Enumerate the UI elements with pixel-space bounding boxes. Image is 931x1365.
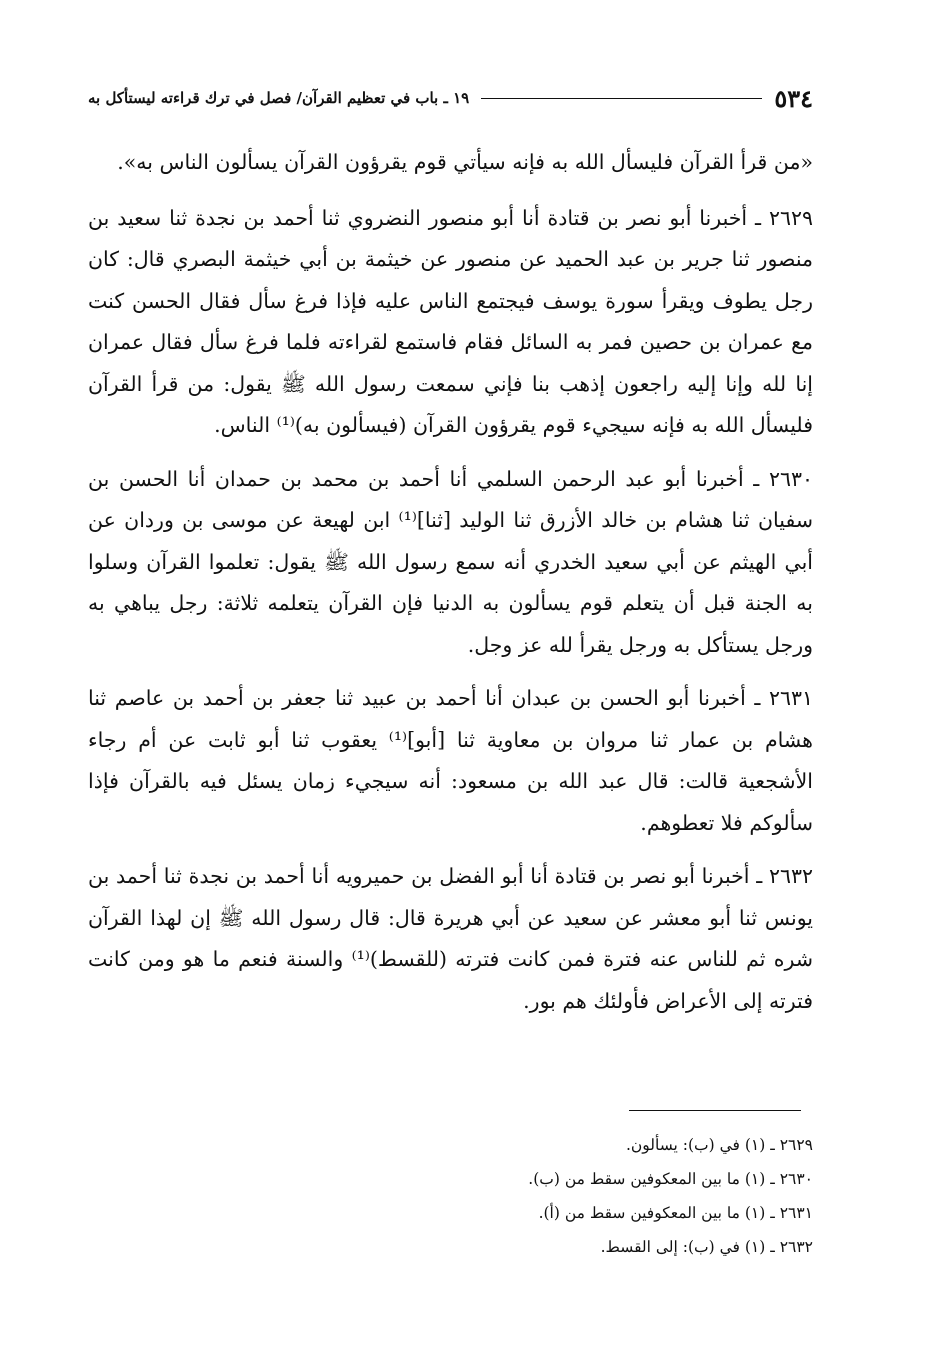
running-title: ١٩ ـ باب في تعظيم القرآن/ فصل في ترك قراءته ليستأكل به (88, 89, 470, 107)
paragraph-continuation: «من قرأ القرآن فليسأل الله به فإنه سيأتي قوم يقرؤون القرآن يسألون الناس به». (117, 150, 813, 174)
footnote-separator (629, 1110, 801, 1111)
main-text (88, 142, 813, 1034)
hadith-2629: ٢٦٢٩ ـ أخبرنا أبو نصر بن قتادة أنا أبو منصور النضروي ثنا أحمد بن نجدة ثنا سعيد بن منصور ثنا جرير بن عبد الحميد عن منصور عن خيثمة بن أبي خيثمة البصري قال: كان رجل يطوف ويقرأ سورة يوسف فيجتمع الناس عليه فإذا فرغ سأل فقال الحسن كنت مع عمران بن حصين فمر به السائل فقام فاستمع لقراءته فلما فرغ سأل فقال عمران إنا لله وإنا إليه راجعون إذهب بنا فإني سمعت رسول الله ﷺ يقول: من قرأ القرآن فليسأل الله به فإنه سيجيء قوم يقرؤون القرآن (فيسألون به)⁽¹⁾ الناس. (88, 205, 813, 437)
footnote-2631: ٢٦٣١ ـ (١) ما بين المعكوفين سقط من (أ). (538, 1204, 813, 1222)
footnotes (373, 1128, 813, 1264)
footnote-2629: ٢٦٢٩ ـ (١) في (ب): يسألون. (625, 1136, 813, 1154)
header-rule (481, 98, 762, 99)
footnote-2630: ٢٦٣٠ ـ (١) ما بين المعكوفين سقط من (ب). (528, 1170, 813, 1188)
page-header (88, 80, 813, 116)
page-number: ٥٣٤ (774, 83, 813, 113)
hadith-2632: ٢٦٣٢ ـ أخبرنا أبو نصر بن قتادة أنا أبو الفضل بن حميرويه أنا أحمد بن نجدة ثنا أحمد بن يونس ثنا أبو معشر عن سعيد عن أبي هريرة قال: قال رسول الله ﷺ إن لهذا القرآن شره ثم للناس عنه فترة فمن كانت فترته (للقسط)⁽¹⁾ والسنة فنعم ما هو ومن كانت فترته إلى الأعراض فأولئك هم بور. (88, 864, 813, 1013)
footnote-2632: ٢٦٣٢ ـ (١) في (ب): إلى القسط. (600, 1238, 813, 1256)
hadith-2630: ٢٦٣٠ ـ أخبرنا أبو عبد الرحمن السلمي أنا أحمد بن محمد بن حمدان أنا الحسن بن سفيان ثنا هشام بن خالد الأزرق ثنا الوليد [ثنا]⁽¹⁾ ابن لهيعة عن موسى بن وردان عن أبي الهيثم عن أبي سعيد الخدري أنه سمع رسول الله ﷺ يقول: تعلموا القرآن وسلوا به الجنة قبل أن يتعلم قوم يسألون به الدنيا فإن القرآن يتعلمه ثلاثة: رجل يباهي به ورجل يستأكل به ورجل يقرأ لله عز وجل. (88, 466, 813, 657)
hadith-2631: ٢٦٣١ ـ أخبرنا أبو الحسن بن عبدان أنا أحمد بن عبيد ثنا جعفر بن أحمد بن عاصم ثنا هشام بن عمار ثنا مروان بن معاوية ثنا [أبو]⁽¹⁾ يعقوب ثنا أبو ثابت عن أم رجاء الأشجعية قالت: قال عبد الله بن مسعود: أنه سيجيء زمان يسئل فيه بالقرآن فإذا سألوكم فلا تعطوهم. (88, 686, 813, 835)
